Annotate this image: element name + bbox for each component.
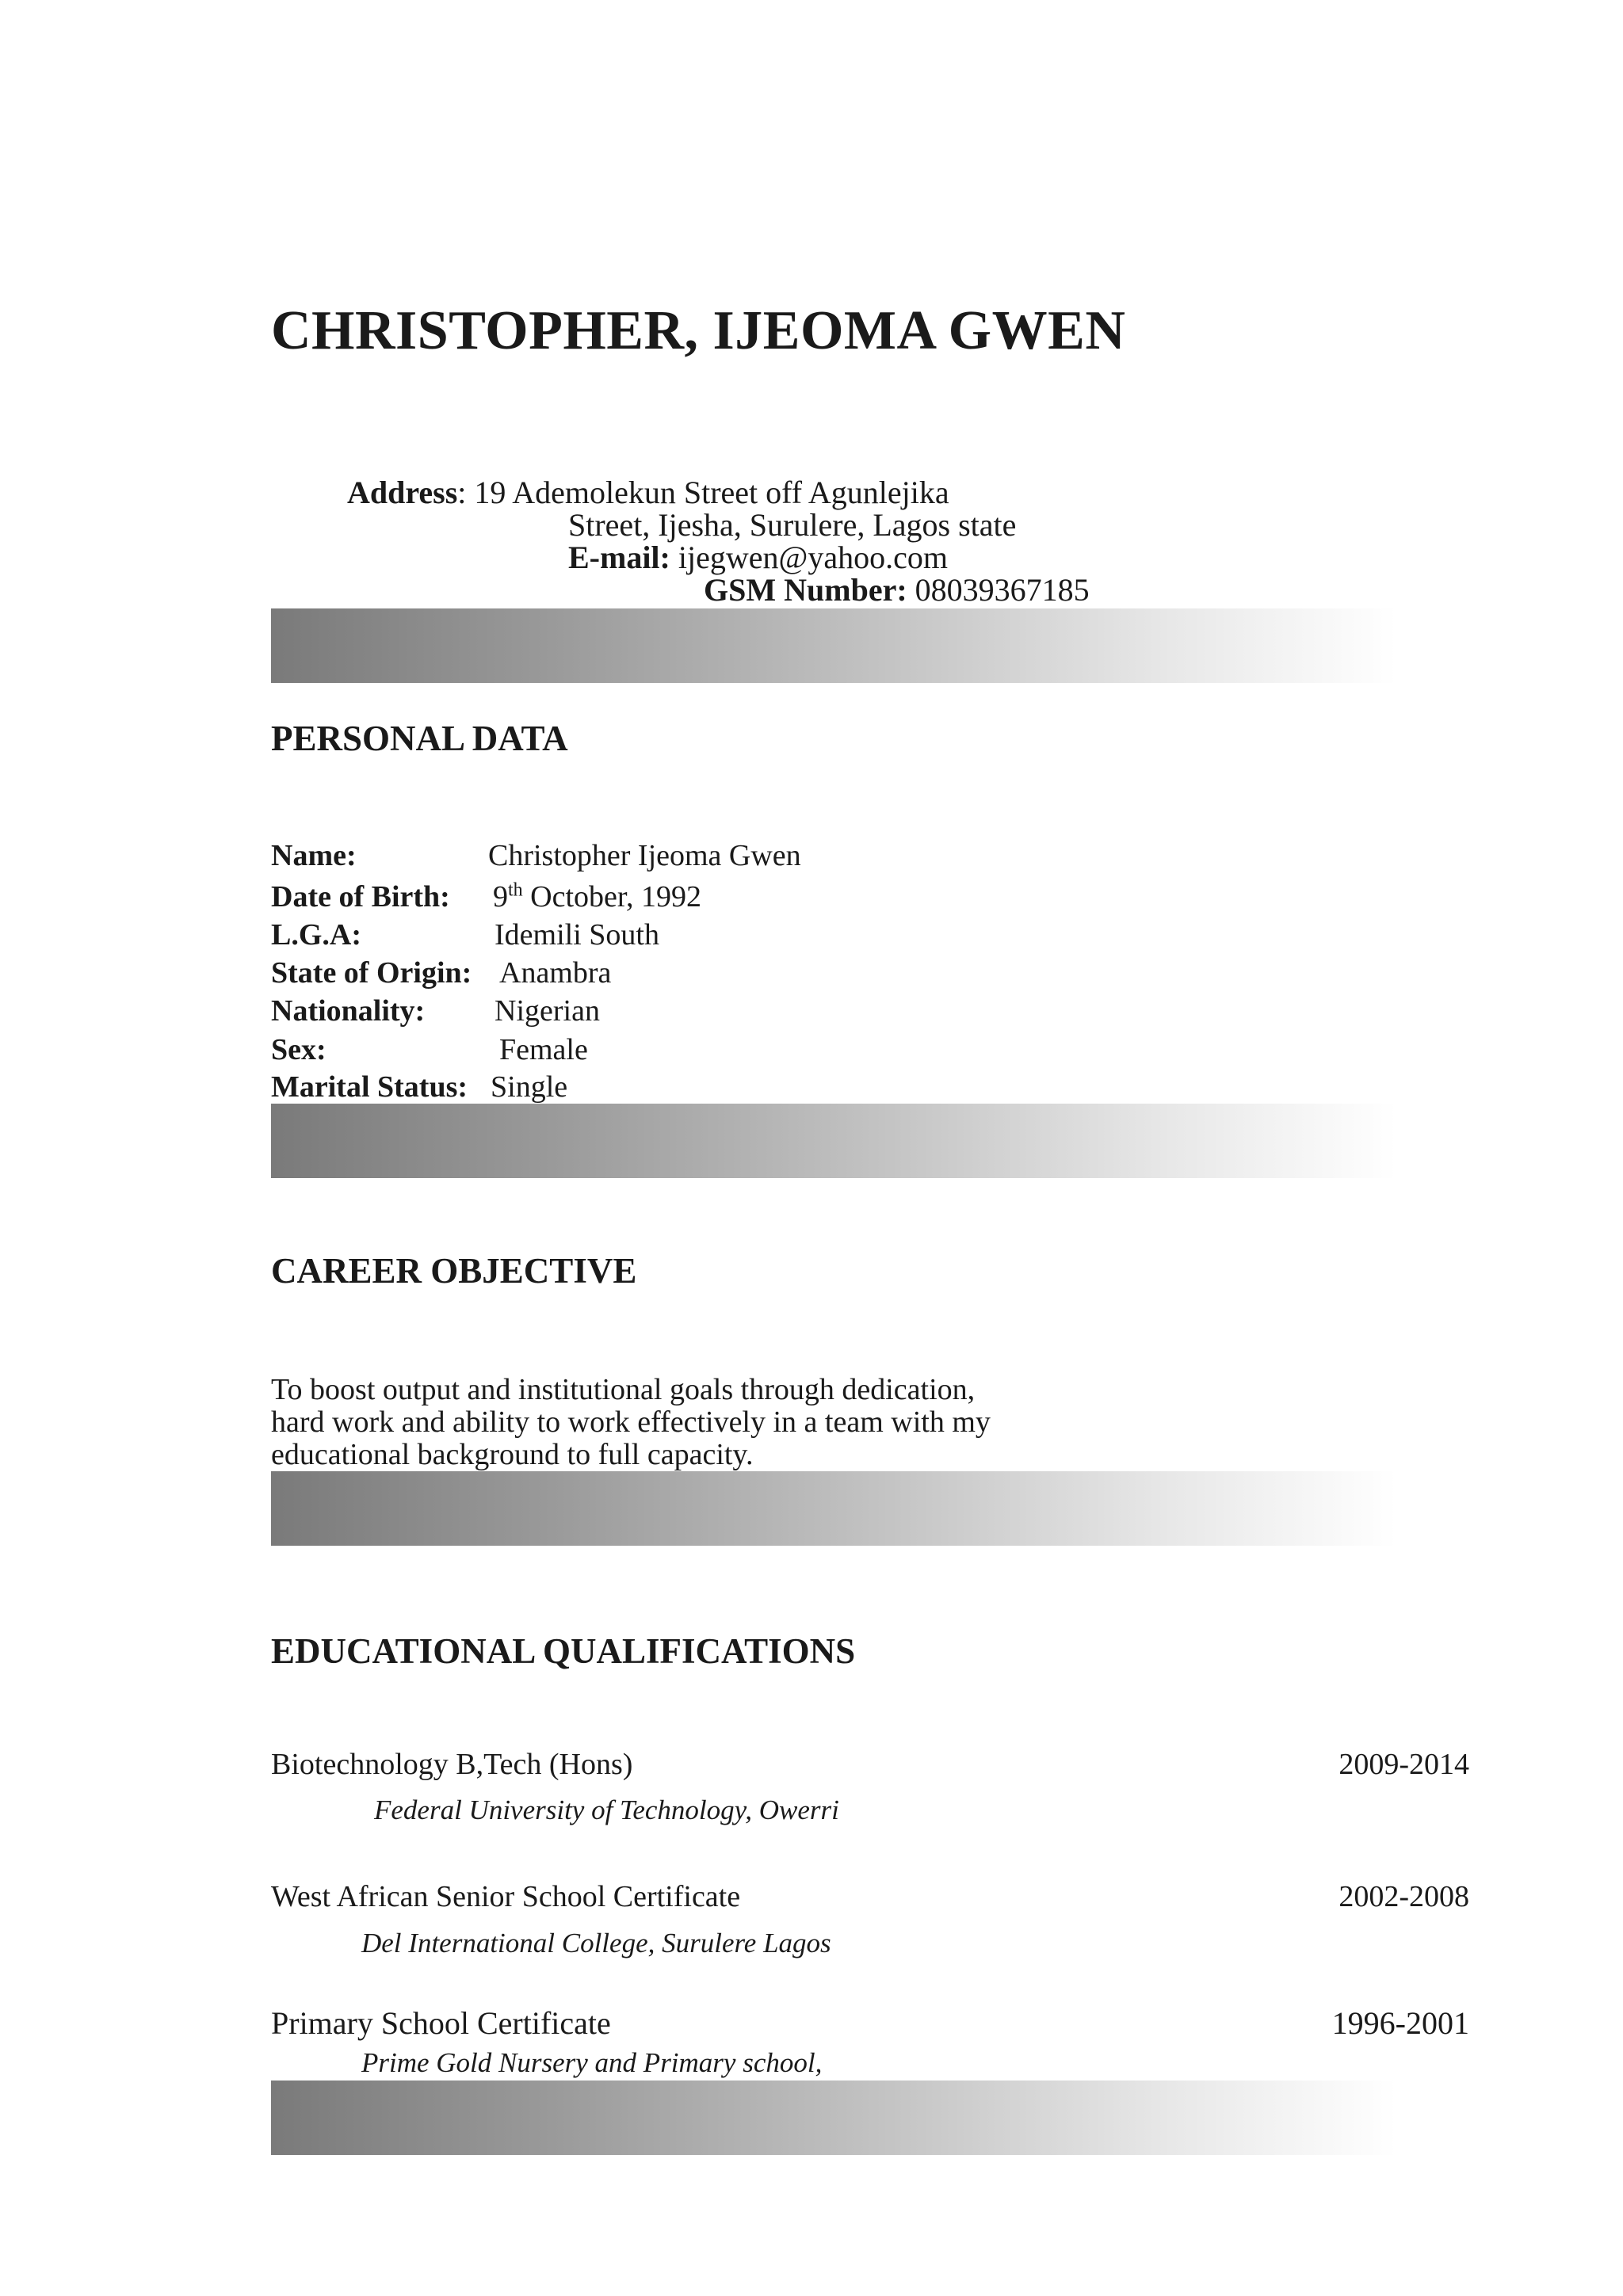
qualification-years: 1996-2001: [1331, 2005, 1469, 2041]
career-objective-heading: CAREER OBJECTIVE: [271, 1251, 637, 1291]
resume-name-title: CHRISTOPHER, IJEOMA GWEN: [271, 300, 1126, 361]
dob-value: [493, 879, 701, 914]
address-line-1: Address: 19 Ademolekun Street off Agunlejika: [347, 475, 949, 510]
career-objective-text: To boost output and institutional goals through dedication, hard work and ability to work effectively in a team with my educational background to full capacity.: [271, 1373, 991, 1471]
dob-rest: October, 1992: [530, 880, 702, 913]
gsm-value: 08039367185: [915, 572, 1090, 608]
address-line-2: Street, Ijesha, Surulere, Lagos state: [568, 507, 1017, 543]
personal-data-heading: PERSONAL DATA: [271, 719, 568, 758]
lga-value: Idemili South: [495, 918, 659, 952]
address-label: Address: [347, 475, 458, 510]
gsm-label: GSM Number:: [704, 572, 907, 608]
name-label: Name:: [271, 839, 357, 872]
marital-value: Single: [491, 1070, 568, 1104]
nationality-value: Nigerian: [495, 994, 600, 1028]
qualification-years: 2009-2014: [1338, 1748, 1469, 1781]
section-divider-band: [271, 1104, 1396, 1178]
email-line: [568, 539, 948, 576]
qualification-title: Biotechnology B,Tech (Hons): [271, 1748, 633, 1781]
qualification-title: West African Senior School Certificate: [271, 1880, 741, 1913]
marital-label: Marital Status:: [271, 1070, 468, 1104]
lga-label: L.G.A:: [271, 918, 361, 952]
qualification-institution: Prime Gold Nursery and Primary school,: [361, 2047, 823, 2078]
dob-day: 9: [493, 880, 508, 913]
email-value: ijegwen@yahoo.com: [678, 540, 948, 575]
section-divider-band: [271, 608, 1396, 683]
education-heading: EDUCATIONAL QUALIFICATIONS: [271, 1631, 856, 1671]
origin-label: State of Origin:: [271, 956, 472, 990]
qualification-institution: Federal University of Technology, Owerri: [374, 1794, 839, 1825]
sex-value: Female: [499, 1033, 588, 1066]
name-value: Christopher Ijeoma Gwen: [488, 839, 801, 872]
section-divider-band: [271, 2081, 1396, 2155]
qualification-institution: Del International College, Surulere Lagos: [361, 1928, 831, 1958]
dob-suffix: th: [508, 879, 523, 901]
sex-label: Sex:: [271, 1033, 327, 1066]
dob-label: Date of Birth:: [271, 880, 450, 913]
nationality-label: Nationality:: [271, 994, 426, 1028]
qualification-years: 2002-2008: [1338, 1880, 1469, 1913]
gsm-line: [704, 571, 1090, 608]
email-label: E-mail:: [568, 540, 670, 575]
qualification-title: Primary School Certificate: [271, 2005, 611, 2041]
section-divider-band: [271, 1471, 1396, 1546]
address-value-1: 19 Ademolekun Street off Agunlejika: [474, 475, 949, 510]
origin-value: Anambra: [499, 956, 612, 990]
